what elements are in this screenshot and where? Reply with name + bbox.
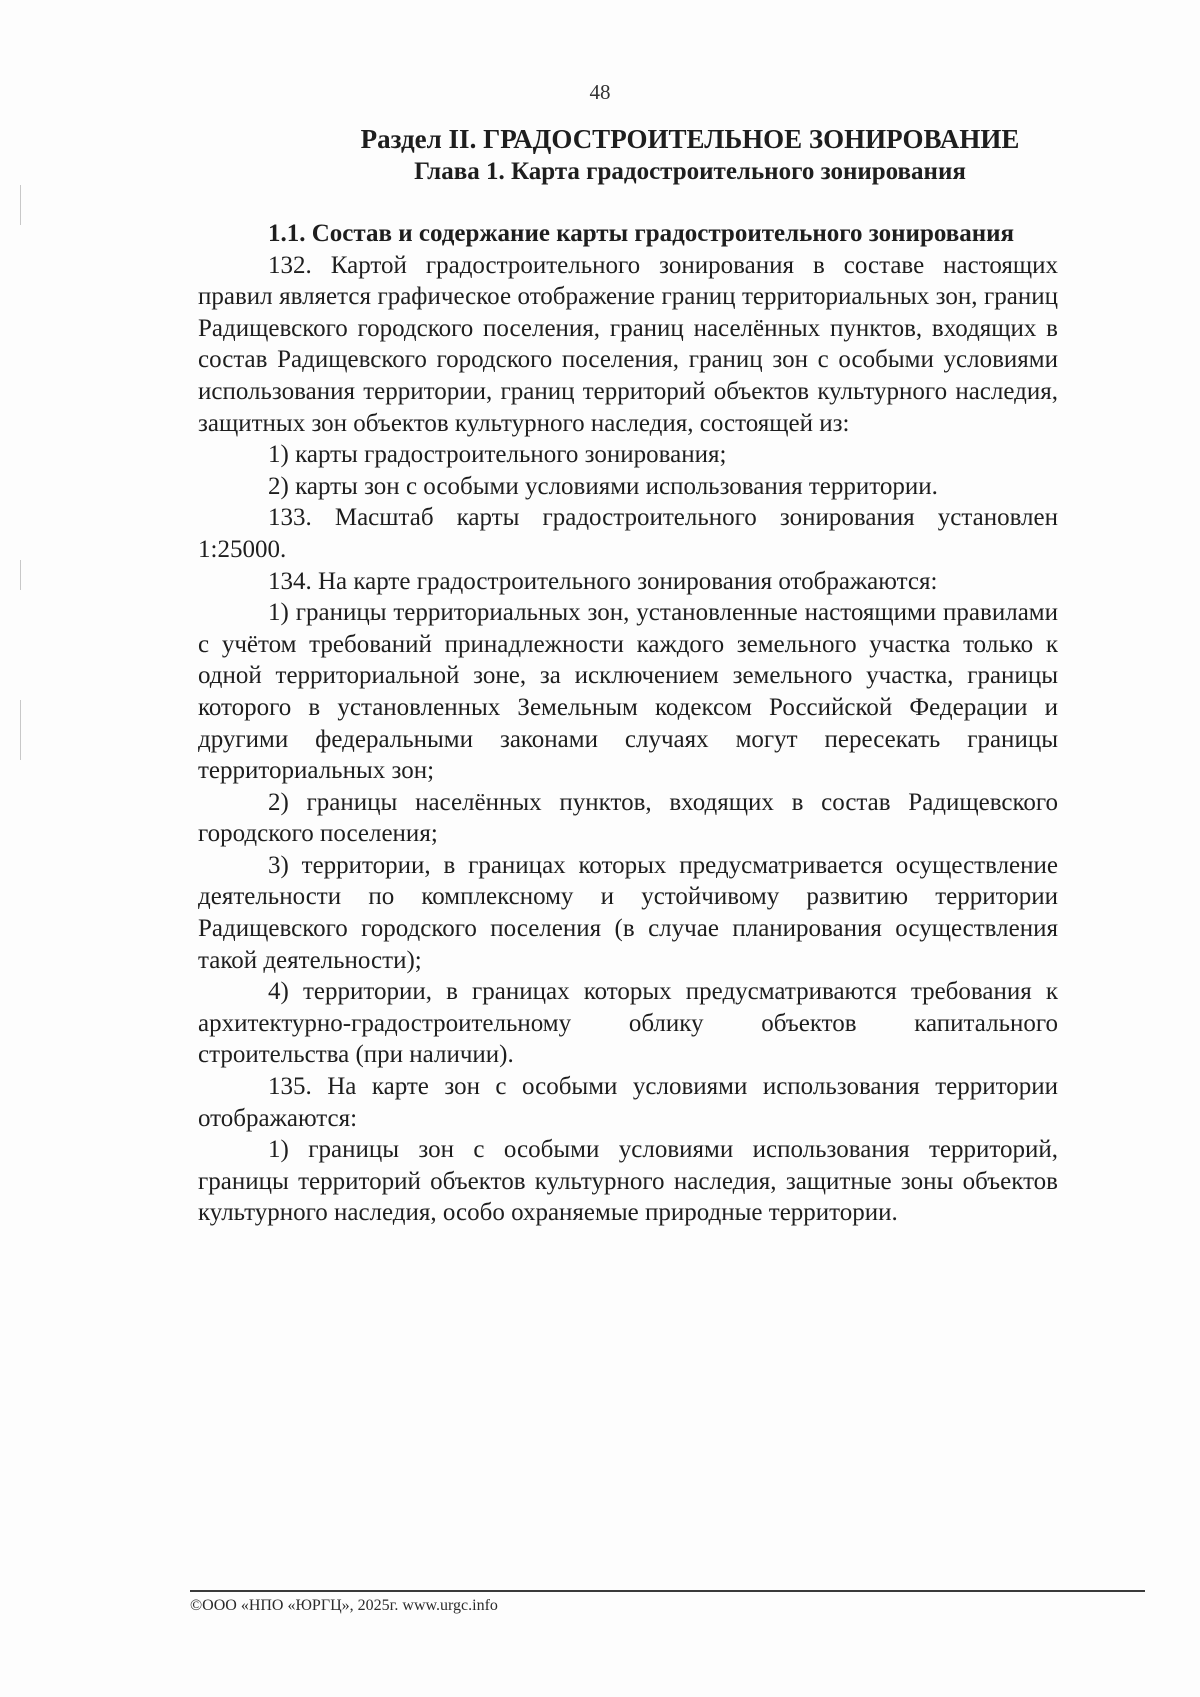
scan-artifact bbox=[20, 700, 21, 760]
scan-artifact bbox=[20, 185, 21, 225]
list-item: 3) территории, в границах которых предусматривается осуществление деятельности по комплексному и устойчивому развитию территории Радищевского городского поселения (в случае планирования осуществления такой деятельности); bbox=[198, 851, 1058, 974]
paragraph-135: 135. На карте зон с особыми условиями использования территории отображаются: bbox=[198, 1073, 1058, 1132]
list-item: 1) границы зон с особыми условиями использования территорий, границы территорий объектов культурного наследия, защитные зоны объектов культурного наследия, особо охраняемые природные территории. bbox=[198, 1136, 1058, 1227]
list-item: 1) карты градостроительного зонирования; bbox=[268, 441, 727, 469]
footer-divider bbox=[190, 1590, 1145, 1592]
paragraph-134: 134. На карте градостроительного зонирования отображаются: bbox=[268, 567, 938, 595]
subsection-title: 1.1. Состав и содержание карты градостроительного зонирования bbox=[268, 220, 1015, 247]
document-body bbox=[198, 218, 1058, 1229]
list-item: 2) карты зон с особыми условиями использования территории. bbox=[268, 472, 938, 500]
scan-artifact bbox=[20, 560, 21, 590]
list-item: 4) территории, в границах которых предусматриваются требования к архитектурно-градостроительному облику объектов капитального строительства (при наличии). bbox=[198, 978, 1058, 1069]
paragraph-133: 133. Масштаб карты градостроительного зонирования установлен 1:25000. bbox=[198, 504, 1058, 563]
footer-copyright: ©ООО «НПО «ЮРГЦ», 2025г. www.urgc.info bbox=[190, 1597, 498, 1614]
list-item: 1) границы территориальных зон, установленные настоящими правилами с учётом требований принадлежности каждого земельного участка только к одной территориальной зоне, за исключением земельного участка, границы которого в установленных Земельным кодексом Российской Федерации и другими федеральными законами случаях могут пересекать границы территориальных зон; bbox=[198, 599, 1058, 785]
page-number: 48 bbox=[589, 80, 611, 104]
section-title: Раздел II. ГРАДОСТРОИТЕЛЬНОЕ ЗОНИРОВАНИЕ bbox=[360, 124, 1020, 154]
chapter-title: Глава 1. Карта градостроительного зонирования bbox=[414, 158, 966, 185]
paragraph-132: 132. Картой градостроительного зонирования в составе настоящих правил является графическое отображение границ территориальных зон, границ Радищевского городского поселения, границ населённых пунктов, входящих в состав Радищевского городского поселения, границ зон с особыми условиями использования территории, границ территорий объектов культурного наследия, защитных зон объектов культурного наследия, состоящей из: bbox=[198, 251, 1058, 437]
list-item: 2) границы населённых пунктов, входящих в состав Радищевского городского поселения; bbox=[198, 788, 1058, 848]
